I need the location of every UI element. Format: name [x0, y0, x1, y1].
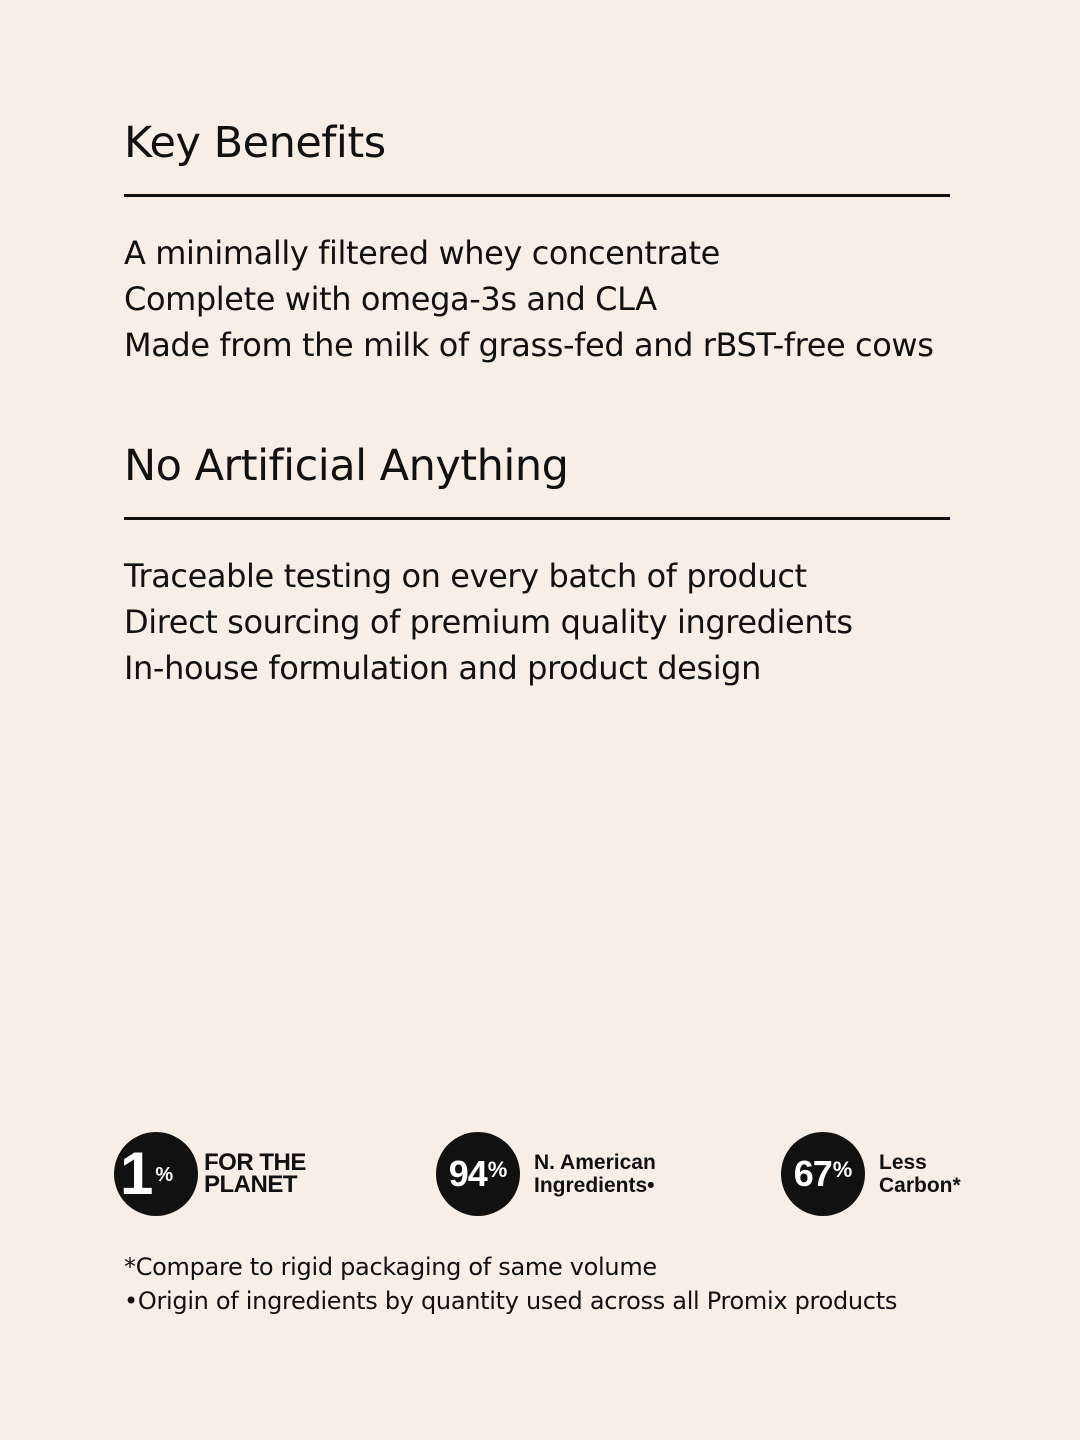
list-item: Made from the milk of grass-fed and rBST-free cows — [124, 326, 934, 364]
list-item: A minimally filtered whey concentrate — [124, 234, 720, 272]
american-ingredients-circle — [436, 1132, 520, 1216]
carbon-line2: Carbon* — [879, 1174, 961, 1197]
american-line2: Ingredients• — [534, 1174, 655, 1197]
list-item: Traceable testing on every batch of product — [124, 557, 807, 595]
american-value: 94 — [448, 1153, 487, 1194]
american-ingredients-badge — [436, 1132, 656, 1216]
no-artificial-list — [124, 553, 853, 691]
one-percent-planet-badge — [114, 1132, 306, 1216]
carbon-label — [879, 1151, 961, 1197]
planet-percent: % — [155, 1163, 174, 1186]
planet-number: 1 — [120, 1140, 154, 1207]
carbon-value: 67 — [793, 1153, 832, 1194]
less-carbon-badge — [781, 1132, 961, 1216]
one-percent-planet-logo — [114, 1132, 198, 1216]
carbon-percent: % — [832, 1157, 853, 1182]
key-benefits-section — [124, 118, 950, 378]
key-benefits-title: Key Benefits — [124, 118, 386, 168]
list-item: Complete with omega-3s and CLA — [124, 280, 657, 318]
footnotes — [124, 1250, 897, 1318]
key-benefits-list — [124, 230, 933, 368]
footnote-packaging: *Compare to rigid packaging of same volume — [124, 1253, 657, 1281]
american-percent: % — [487, 1157, 508, 1182]
american-label — [534, 1151, 656, 1197]
no-artificial-section — [124, 441, 950, 701]
planet-text — [204, 1149, 306, 1198]
no-artificial-divider — [124, 517, 950, 520]
american-line1: N. American — [534, 1151, 656, 1174]
planet-line1: FOR THE — [204, 1149, 306, 1176]
key-benefits-divider — [124, 194, 950, 197]
carbon-line1: Less — [879, 1151, 927, 1174]
no-artificial-title: No Artificial Anything — [124, 441, 569, 491]
footnote-ingredients: •Origin of ingredients by quantity used across all Promix products — [124, 1287, 898, 1315]
planet-line2: PLANET — [204, 1171, 297, 1198]
list-item: In-house formulation and product design — [124, 649, 761, 687]
list-item: Direct sourcing of premium quality ingredients — [124, 603, 853, 641]
less-carbon-circle — [781, 1132, 865, 1216]
